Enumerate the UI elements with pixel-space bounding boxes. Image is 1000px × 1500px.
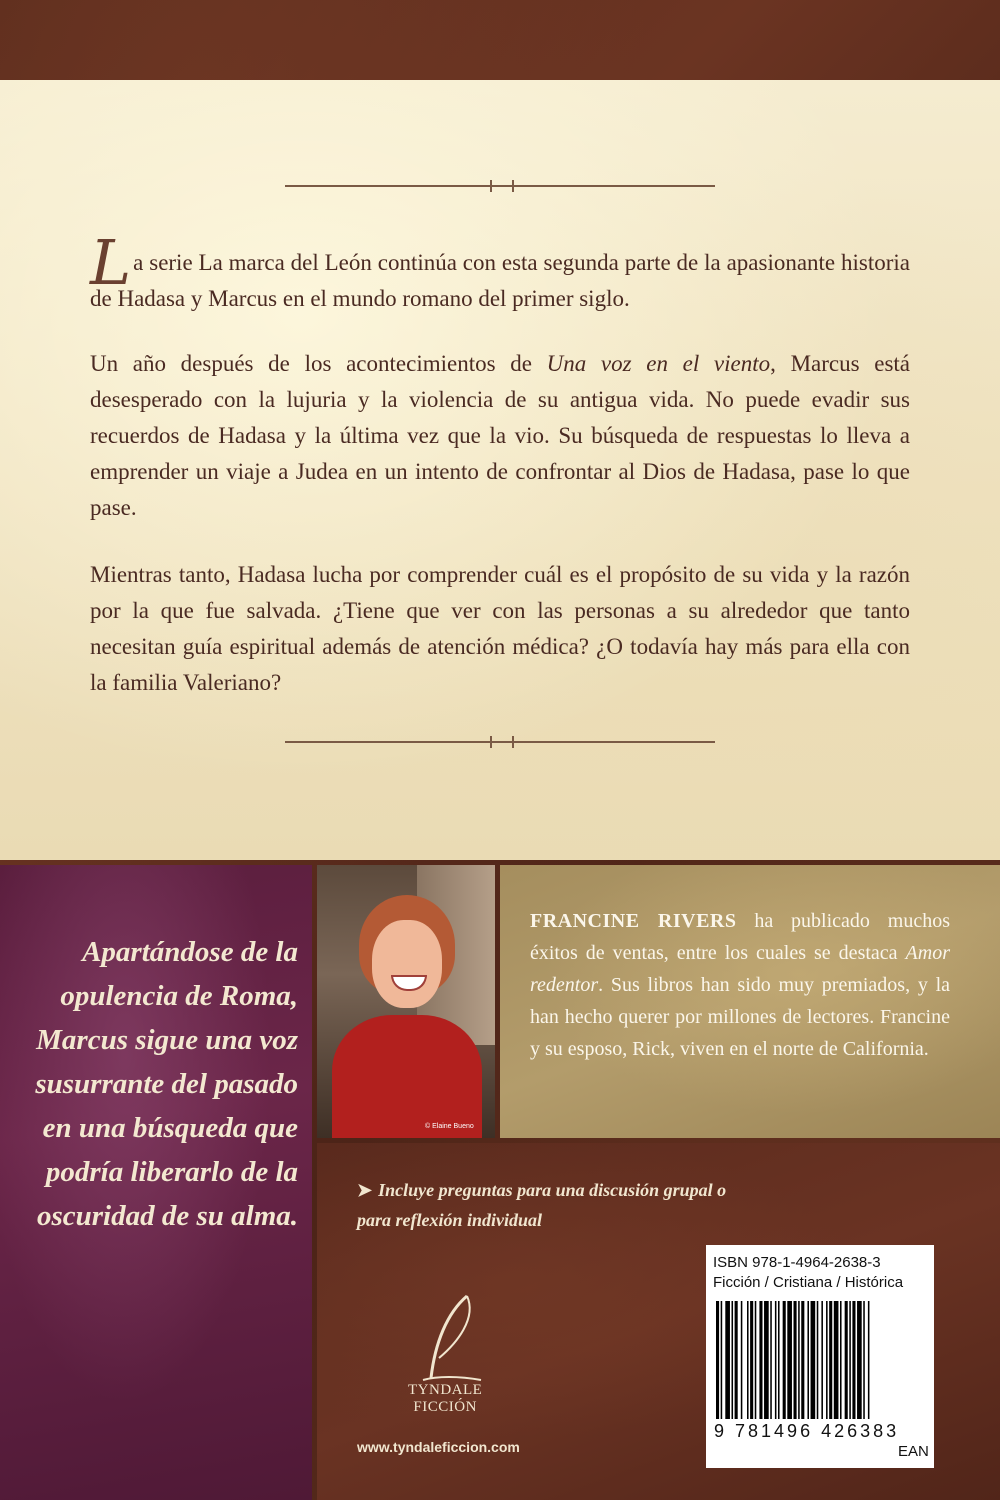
barcode-bar (829, 1301, 832, 1419)
barcode-bar (716, 1301, 719, 1419)
publisher-panel (317, 1143, 1000, 1500)
tagline-text: Apartándose de la opulencia de Roma, Marcus sigue una voz susurrante del pasado en una búsqueda que podría liberarlo de la oscuridad de su alma. (35, 936, 298, 1232)
isbn-block (713, 1253, 903, 1293)
barcode-bar (741, 1301, 743, 1419)
barcode-bar (783, 1301, 786, 1419)
barcode-bar (747, 1301, 749, 1419)
barcode-bar (840, 1301, 842, 1419)
arrow-icon: ➤ (357, 1180, 373, 1200)
synopsis-paragraph-2: Un año después de los acontecimientos de Una voz en el viento, Marcus está desesperado con la lujuria y la violencia de su antigua vida. No puede evadir sus recuerdos de Hadasa y la última vez que la vio. Su búsqueda de respuestas lo lleva a emprender un viaje a Judea en un intento de confrontar al Dios de Hadasa, pase lo que pase. (90, 351, 910, 520)
barcode-bar (834, 1301, 839, 1419)
ornamental-divider-top (285, 185, 715, 187)
barcode-image (716, 1301, 924, 1419)
barcode-bar (770, 1301, 772, 1419)
tagline-panel (0, 865, 312, 1500)
publisher-name: TYNDALE FICCIÓN (408, 1382, 483, 1415)
barcode-bar (852, 1301, 855, 1419)
ornamental-divider-bottom (285, 741, 715, 743)
author-bio-panel (500, 865, 1000, 1138)
barcode-bar (725, 1301, 730, 1419)
barcode-bar (807, 1301, 809, 1419)
barcode-bar (759, 1301, 762, 1419)
drop-cap: L (90, 226, 132, 299)
barcode-digits: 9 781496 426383 (714, 1421, 900, 1441)
barcode-bar (845, 1301, 848, 1419)
featured-book: Amor redentor (530, 942, 950, 996)
barcode-label (706, 1245, 934, 1468)
barcode-bar (863, 1301, 865, 1419)
genre-category: Ficción / Cristiana / Histórica (713, 1274, 904, 1291)
synopsis-panel (0, 80, 1000, 860)
barcode-bar (811, 1301, 816, 1419)
barcode-bar (868, 1301, 870, 1419)
barcode-bar (826, 1301, 828, 1419)
barcode-bar (794, 1301, 797, 1419)
barcode-bar (775, 1301, 777, 1419)
synopsis-paragraph-3: Mientras tanto, Hadasa lucha por comprender cuál es el propósito de su vida y la razón por la que fue salvada. ¿Tiene que ver con las personas a su alrededor que tanto necesitan guía espiritual además de atención médica? ¿O todavía hay más para ella con la familia Valeriano? (90, 562, 910, 695)
barcode-bar (732, 1301, 734, 1419)
synopsis-paragraph-1: La serie La marca del León continúa con esta segunda parte de la apasionante historia de Hadasa y Marcus en el mundo romano del primer siglo. (90, 226, 910, 311)
barcode-bar (735, 1301, 738, 1419)
book-title-reference: Una voz en el viento (546, 351, 771, 376)
barcode-bar (857, 1301, 862, 1419)
barcode-bar (778, 1301, 780, 1419)
barcode-bar (755, 1301, 757, 1419)
barcode-bar (817, 1301, 819, 1419)
barcode-bar (721, 1301, 723, 1419)
barcode-bar (764, 1301, 769, 1419)
author-name: FRANCINE RIVERS (530, 910, 737, 932)
barcode-bar (750, 1301, 753, 1419)
discussion-note: ➤ Incluye preguntas para una discusión grupal o para reflexión individual (357, 1180, 727, 1230)
barcode-bar (787, 1301, 792, 1419)
author-photo (317, 865, 495, 1138)
isbn-number: ISBN 978-1-4964-2638-3 (713, 1254, 881, 1271)
barcode-bar (801, 1301, 804, 1419)
photo-credit: © Elaine Bueno (425, 1123, 474, 1130)
publisher-url: www.tyndaleficcion.com (357, 1439, 520, 1455)
barcode-bar (798, 1301, 800, 1419)
author-bio: FRANCINE RIVERS ha publicado muchos éxitos de ventas, entre los cuales se destaca Amor redentor. Sus libros han sido muy premiados, y la han hecho querer por millones de lectores. Francine y su esposo, Rick, viven en el norte de California. (530, 910, 950, 1060)
ean-label: EAN (898, 1443, 929, 1460)
barcode-bar (849, 1301, 851, 1419)
barcode-bar (821, 1301, 823, 1419)
